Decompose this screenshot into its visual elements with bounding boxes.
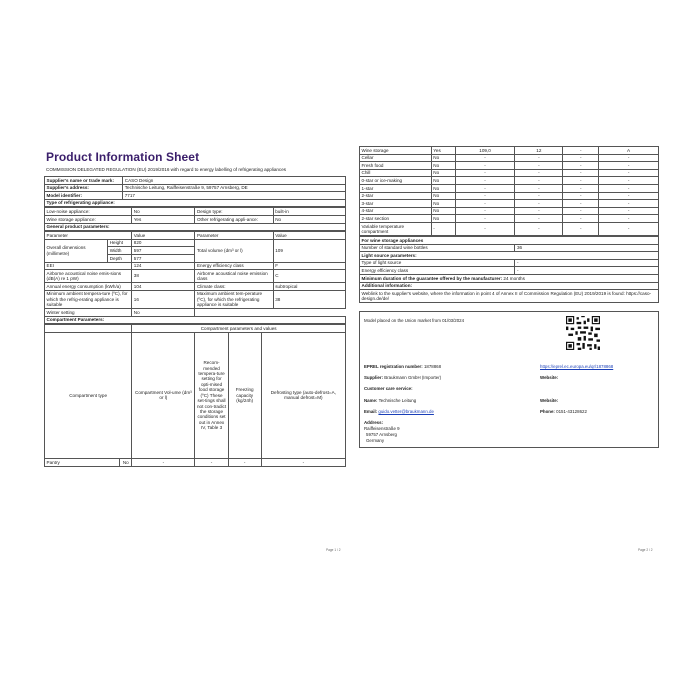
gen-param: Annual energy consumption (kWh/a)	[45, 283, 132, 291]
compartment-cell-freeze: -	[563, 177, 599, 185]
comp-params-title: Compartment parameters and values	[132, 325, 346, 333]
compartment-cell-present: Yes	[431, 147, 455, 155]
model-label: Model identifier:	[45, 192, 123, 200]
type-row-label: Design type:	[195, 208, 273, 216]
compartment-rows-table	[359, 146, 659, 236]
gen-value: 104	[132, 283, 195, 291]
pantry-volume: -	[132, 458, 195, 466]
weblink[interactable]: https://caso-design.de/de/	[361, 290, 652, 302]
dim-value: 577	[132, 254, 195, 262]
comp-type-header: Compartment type	[45, 332, 132, 458]
eprel-label: EPREL registration number:	[364, 364, 423, 370]
compartment-row	[360, 147, 659, 155]
gen-header: Value	[273, 232, 345, 240]
gen-value: F	[273, 262, 345, 270]
compartment-row	[360, 207, 659, 215]
compartment-cell-temp: -	[515, 162, 563, 170]
supplier-name-label: Supplier's name or trade mark:	[45, 177, 123, 185]
compartment-cell-defrost: -	[599, 222, 659, 235]
compartment-cell-present: No	[431, 154, 455, 162]
supplier-label: Supplier:	[364, 375, 384, 381]
address-label: Address:	[364, 420, 384, 426]
page-two-footer: Page 2 / 2	[638, 548, 653, 552]
website-label: Website:	[540, 375, 559, 381]
compartment-cell-temp: 12	[515, 147, 563, 155]
light-label: Light source parameters:	[360, 252, 659, 260]
compartment-cell-name: 2-star	[360, 192, 432, 200]
compartment-row	[360, 192, 659, 200]
compartment-cell-freeze: -	[563, 147, 599, 155]
comp-freeze-header: Freezing capacity (kg/24h)	[228, 332, 261, 458]
general-table	[44, 231, 346, 324]
compartment-cell-present: No	[431, 184, 455, 192]
compartment-cell-temp: -	[515, 184, 563, 192]
care-label: Customer care service:	[364, 386, 413, 392]
compartment-cell-defrost: -	[599, 215, 659, 223]
contact-name-label: Name:	[364, 398, 378, 404]
page-one	[44, 148, 346, 548]
gen-param: EEI	[45, 262, 132, 270]
supplier-address-label: Supplier's address:	[45, 184, 123, 192]
compartment-cell-vol: -	[455, 177, 515, 185]
light-type-value: -	[515, 259, 659, 267]
compartment-label: Compartment Parameters:	[45, 316, 346, 324]
compartment-cell-name: 2-star section	[360, 215, 432, 223]
compartment-cell-defrost: A	[599, 147, 659, 155]
compartment-cell-vol: -	[455, 154, 515, 162]
compartment-cell-defrost: -	[599, 192, 659, 200]
compartment-cell-vol: -	[455, 215, 515, 223]
pantry-name: Pantry	[45, 458, 120, 466]
gen-value: 38	[132, 270, 195, 283]
phone-value: 0151-43128622	[556, 409, 587, 415]
dims-label: Overall dimensions (millimetre)	[45, 239, 108, 262]
compartment-cell-temp: -	[515, 169, 563, 177]
supplier-table	[44, 176, 346, 207]
compartment-cell-vol: -	[455, 184, 515, 192]
comp-defrost-header: Defrosting type (auto-defrost=A, manual defrost=M)	[261, 332, 345, 458]
guarantee-value: 24 months	[503, 275, 525, 281]
compartment-row	[360, 177, 659, 185]
compartment-row	[360, 215, 659, 223]
compartment-cell-defrost: -	[599, 184, 659, 192]
compartment-cell-name: Wine storage	[360, 147, 432, 155]
gen-param: Airborne acoustical noise emission class	[195, 270, 273, 283]
address-line: Raiffeisenstraße 9	[364, 426, 400, 432]
contact-name-value: Technische Leitung	[378, 398, 417, 404]
bottles-value: 36	[515, 244, 659, 252]
compartment-cell-defrost: -	[599, 162, 659, 170]
phone-label: Phone:	[540, 409, 555, 415]
compartment-cell-temp: -	[515, 200, 563, 208]
pantry-freeze: -	[228, 458, 261, 466]
type-row-value: built-in	[273, 208, 345, 216]
gen-value: 38	[273, 290, 345, 308]
gen-value: 124	[132, 262, 195, 270]
compartment-cell-defrost: -	[599, 169, 659, 177]
address-line: 59757 Arnsberg	[366, 432, 398, 438]
compartment-cell-name: Cellar	[360, 154, 432, 162]
winter-label: Winter setting	[45, 309, 132, 317]
compartment-cell-present: No	[431, 192, 455, 200]
compartment-cell-freeze: -	[563, 222, 599, 235]
phone-row	[540, 409, 587, 414]
email-link[interactable]: guido.vetter@braukmann.de	[378, 409, 434, 415]
pantry-temp: -	[195, 458, 228, 466]
dim-value: 820	[132, 239, 195, 247]
additional-label: Additional information:	[360, 282, 659, 290]
gen-header: Parameter	[45, 232, 132, 240]
page-two	[359, 146, 659, 546]
compartment-row	[360, 169, 659, 177]
gen-param: Climate class:	[195, 283, 273, 291]
compartment-cell-name: 4-star	[360, 207, 432, 215]
total-volume-value: 109	[273, 239, 345, 262]
model-value: 7717	[123, 192, 346, 200]
guarantee-label: Minimum duration of the guarantee offered by the manufacturer:	[361, 275, 503, 281]
light-type-label: Type of light source	[360, 259, 515, 267]
light-class-value: -	[515, 267, 659, 275]
gen-header: Value	[132, 232, 195, 240]
wine-label: For wine storage appliances	[360, 236, 659, 244]
compartment-row	[360, 184, 659, 192]
compartment-cell-freeze: -	[563, 200, 599, 208]
compartment-cell-name: 0-star or ice-making	[360, 177, 432, 185]
gen-param: Airborne acoustical noise emis-sions (dB(A) re 1 pW)	[45, 270, 132, 283]
compartment-row	[360, 222, 659, 235]
compartment-row	[360, 154, 659, 162]
compartment-cell-freeze: -	[563, 192, 599, 200]
contact-name-row	[364, 398, 416, 403]
wine-table	[359, 236, 659, 303]
compartment-cell-defrost: -	[599, 154, 659, 162]
compartment-cell-name: Variable temperature compartment	[360, 222, 432, 235]
compartment-cell-defrost: -	[599, 207, 659, 215]
eprel-link[interactable]: https://eprel.ec.europa.eu/qr/1878868	[540, 364, 614, 370]
compartment-cell-vol: -	[455, 200, 515, 208]
compartment-cell-present: No	[431, 200, 455, 208]
supplier-value: Braukmann GmbH (Importer)	[384, 375, 442, 381]
compartment-cell-name: 3-star	[360, 200, 432, 208]
gen-value: C	[273, 270, 345, 283]
address-line: Germany	[366, 438, 385, 444]
weblink-row	[360, 290, 659, 303]
type-table	[44, 207, 346, 231]
compartment-cell-freeze: -	[563, 207, 599, 215]
compartment-cell-vol: -	[455, 162, 515, 170]
type-row-label: Other refrigerating appli-ance:	[195, 215, 273, 223]
compartment-cell-freeze: -	[563, 169, 599, 177]
type-row-label: Low-noise appliance:	[45, 208, 132, 216]
comp-temp-header: Recom-mended tempera-ture setting for opti-mised food storage (ºC) These set-tings shall not con-tradict the storage conditions set out in Annex IV, Table 3	[195, 332, 228, 458]
compartment-cell-vol: -	[455, 222, 515, 235]
eprel-row	[364, 364, 441, 369]
compartment-cell-freeze: -	[563, 184, 599, 192]
compartment-cell-temp: -	[515, 207, 563, 215]
compartment-cell-defrost: -	[599, 200, 659, 208]
page-one-footer: Page 1 / 2	[326, 548, 341, 552]
dim-name: Width	[108, 247, 132, 255]
dim-name: Depth	[108, 254, 132, 262]
total-volume-label: Total volume (dm³ or l)	[195, 239, 273, 262]
compartment-cell-present: No	[431, 207, 455, 215]
type-row-label: Wine storage appliance:	[45, 215, 132, 223]
type-row-value: No	[132, 208, 195, 216]
regulation-text: COMMISSION DELEGATED REGULATION (EU) 2019/2016 with regard to energy labelling of refrigerating appliances	[46, 167, 287, 172]
compartment-cell-name: Chill	[360, 169, 432, 177]
compartment-cell-present: No	[431, 177, 455, 185]
compartment-cell-vol: 109,0	[455, 147, 515, 155]
type-row-value: No	[273, 215, 345, 223]
compartment-table	[44, 324, 346, 466]
dim-name: Height	[108, 239, 132, 247]
dim-value: 597	[132, 247, 195, 255]
supplier-address-value: Technische Leitung, Raiffeisenstraße 9, 59757 Arnsberg, DE	[123, 184, 346, 192]
qr-code-icon[interactable]	[566, 316, 600, 350]
gen-value: 16	[132, 290, 195, 308]
compartment-cell-present: No	[431, 169, 455, 177]
compartment-cell-defrost: -	[599, 177, 659, 185]
compartment-cell-temp: -	[515, 222, 563, 235]
guarantee-row	[360, 274, 659, 282]
gen-param: Energy efficiency class	[195, 262, 273, 270]
light-class-label: Energy efficiency class	[360, 267, 515, 275]
compartment-cell-present: -	[431, 222, 455, 235]
email-label: Email:	[364, 409, 378, 415]
compartment-cell-freeze: -	[563, 154, 599, 162]
compartment-cell-present: No	[431, 162, 455, 170]
compartment-cell-vol: -	[455, 207, 515, 215]
compartment-cell-temp: -	[515, 154, 563, 162]
compartment-cell-vol: -	[455, 169, 515, 177]
bottles-label: Number of standard wine bottles	[360, 244, 515, 252]
type-row-value: Yes	[132, 215, 195, 223]
comp-volume-header: Compartment Vol-ume (dm³ or l)	[132, 332, 195, 458]
supplier-row	[364, 375, 441, 380]
eprel-value: 1878868	[423, 364, 442, 370]
placed-on-market: Model placed on the Union market from 01/03/2024	[364, 318, 465, 324]
weblink-text: Weblink to the supplier's website, where the information in point 4 of Annex II of Commission Regulation (EU) 2019/2019 is found:	[361, 290, 625, 296]
supplier-name-value: CASO Design	[123, 177, 346, 185]
eprel-box	[359, 311, 659, 448]
compartment-cell-name: 1-star	[360, 184, 432, 192]
gen-param: Minimum ambient tempera-ture (ºC), for which the refrig-erating appliance is suitable	[45, 290, 132, 308]
pantry-defrost: -	[261, 458, 345, 466]
compartment-cell-temp: -	[515, 215, 563, 223]
compartment-row	[360, 162, 659, 170]
email-row	[364, 409, 434, 414]
compartment-cell-temp: -	[515, 192, 563, 200]
compartment-cell-freeze: -	[563, 215, 599, 223]
gen-param: Maximum ambient tem-perature (ºC), for which the refrigerating appliance is suitable	[195, 290, 273, 308]
compartment-cell-temp: -	[515, 177, 563, 185]
compartment-cell-freeze: -	[563, 162, 599, 170]
website2-label: Website:	[540, 398, 559, 404]
compartment-cell-vol: -	[455, 192, 515, 200]
type-label: Type of refrigerating appliance:	[45, 199, 346, 207]
winter-value: No	[132, 309, 195, 317]
general-label: General product parameters:	[45, 223, 346, 231]
pantry-present: No	[120, 458, 132, 466]
compartment-cell-name: Fresh food	[360, 162, 432, 170]
compartment-cell-present: No	[431, 215, 455, 223]
page-title: Product Information Sheet	[46, 150, 200, 164]
compartment-row	[360, 200, 659, 208]
gen-value: subtropical	[273, 283, 345, 291]
gen-header: Parameter	[195, 232, 273, 240]
